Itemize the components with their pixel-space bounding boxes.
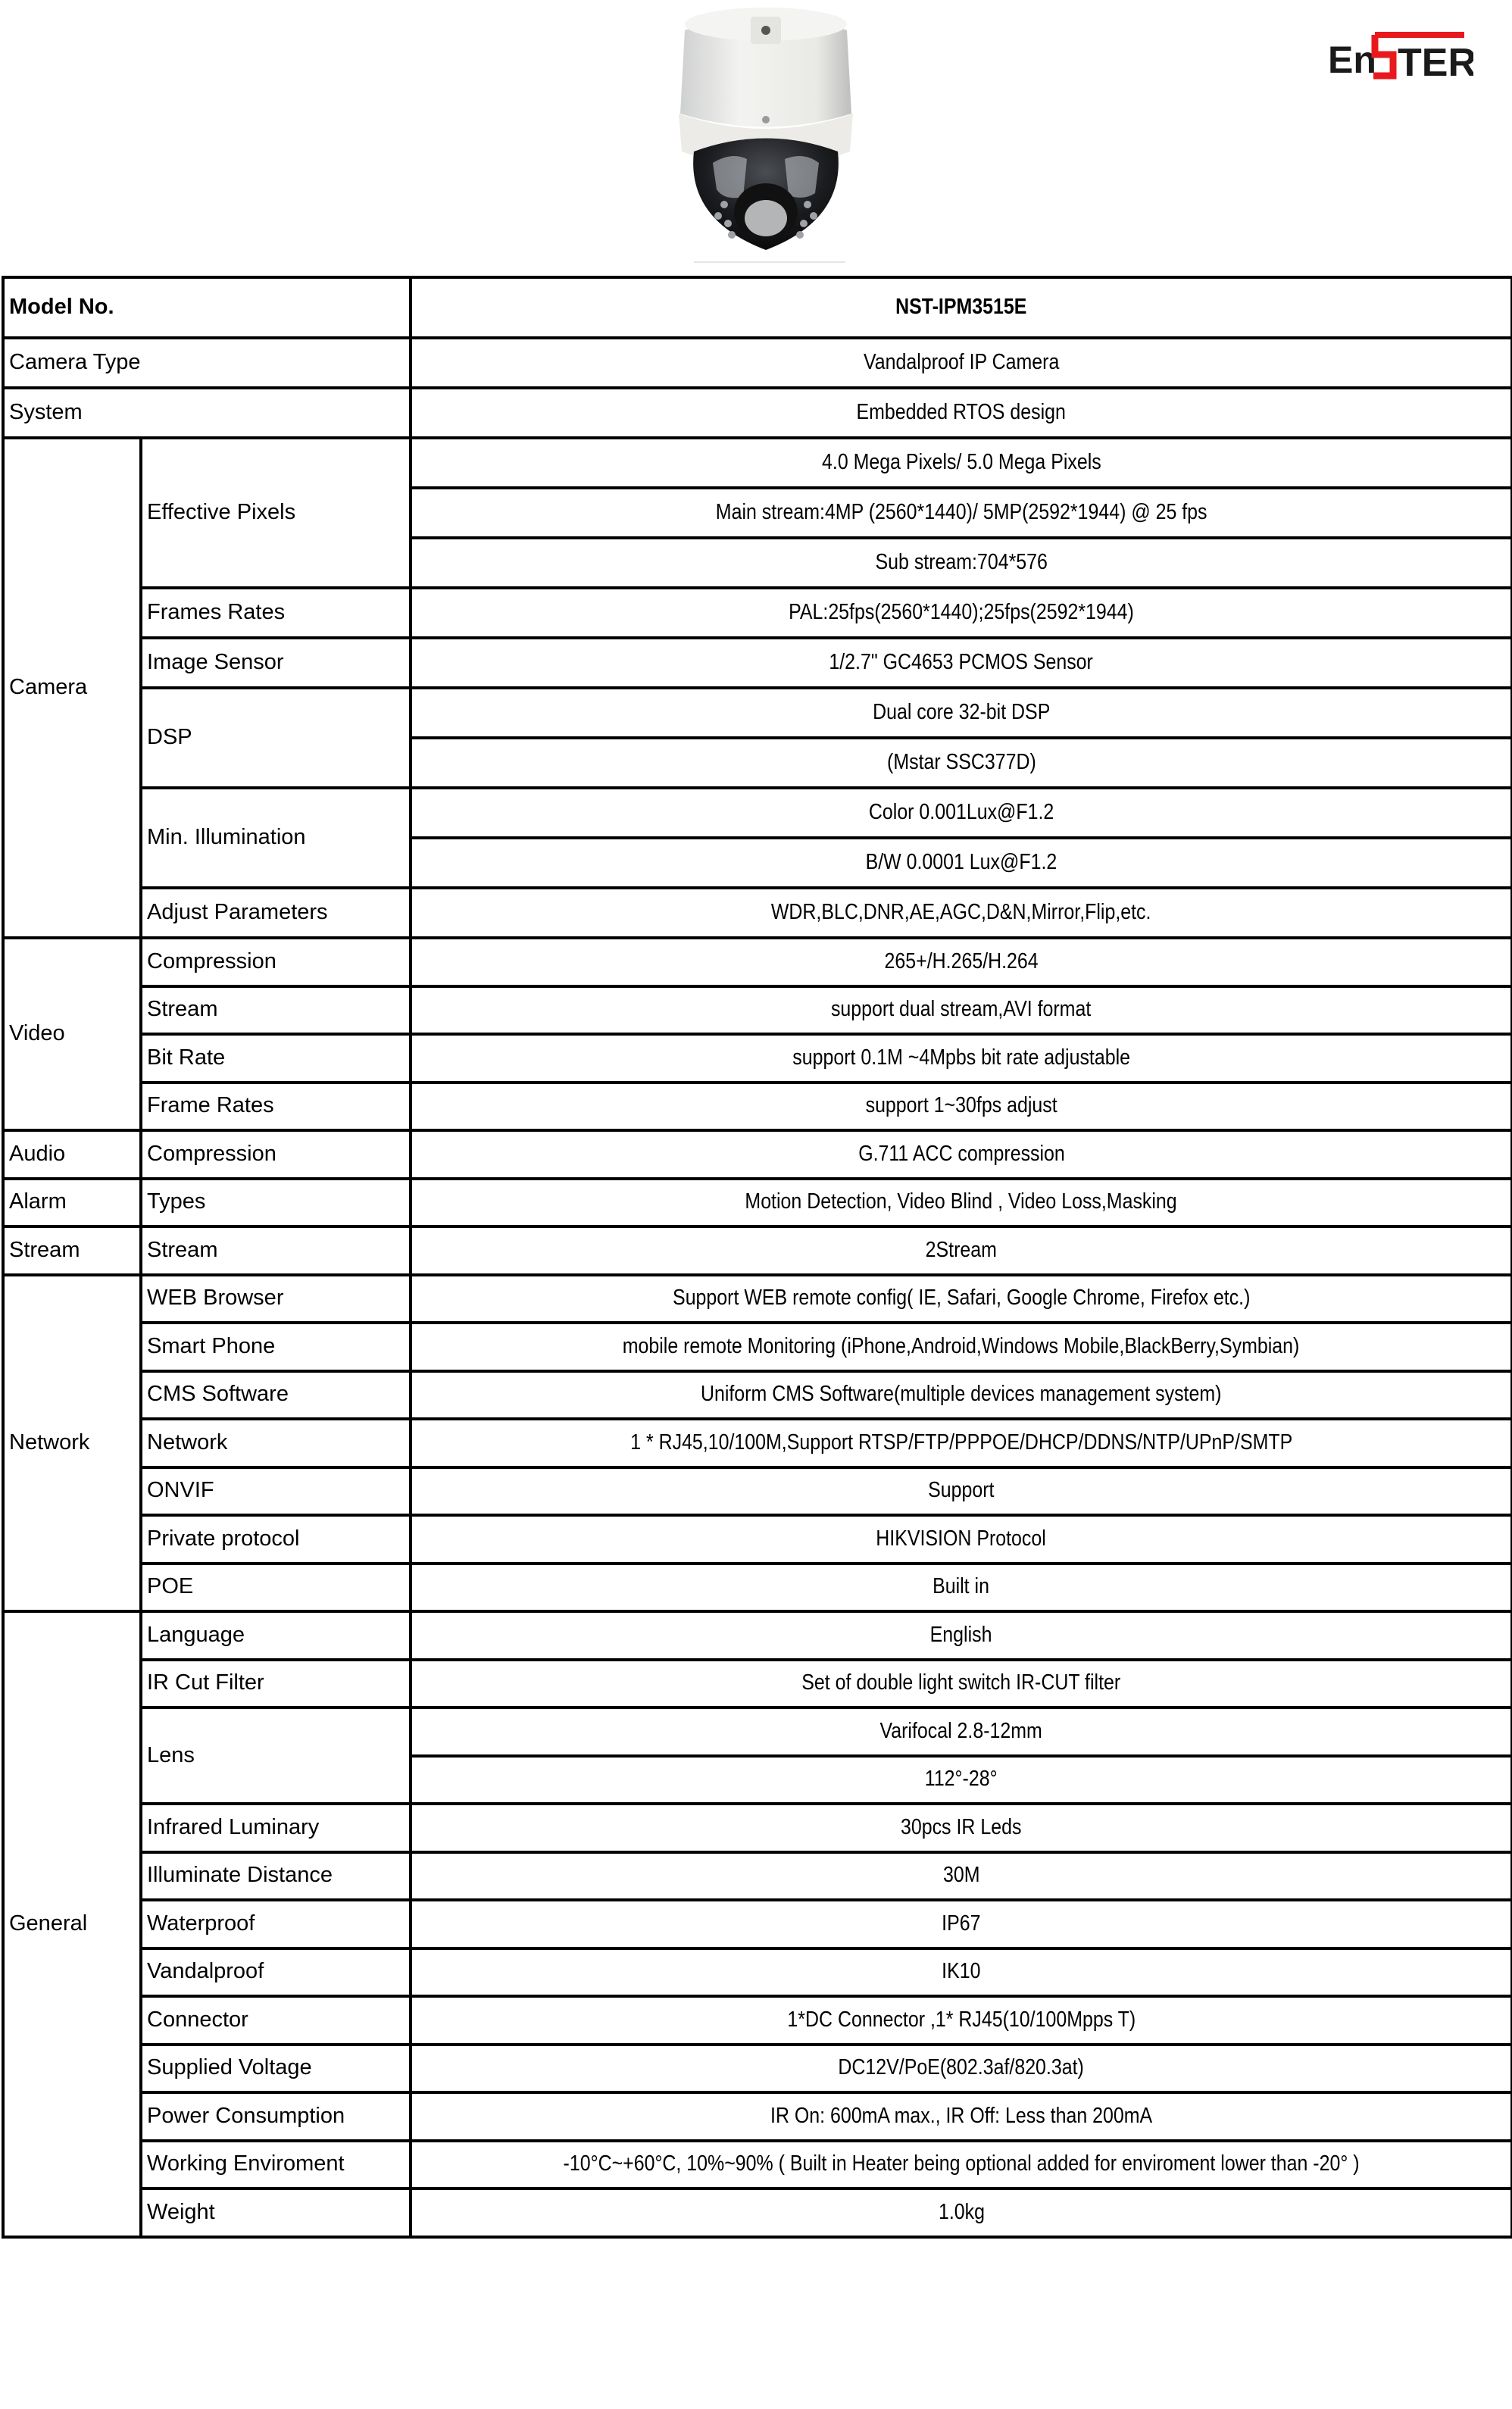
spec-value: 265+/H.265/H.264 bbox=[411, 938, 1512, 986]
table-row bbox=[3, 2092, 1512, 2141]
camera-type-label: Camera Type bbox=[3, 338, 411, 388]
table-row bbox=[3, 986, 1512, 1035]
spec-value: B/W 0.0001 Lux@F1.2 bbox=[411, 838, 1512, 888]
spec-label: DSP bbox=[141, 688, 411, 788]
spec-label: POE bbox=[141, 1564, 411, 1612]
spec-label: WEB Browser bbox=[141, 1275, 411, 1323]
spec-value: IK10 bbox=[411, 1948, 1512, 1997]
spec-value: Color 0.001Lux@F1.2 bbox=[411, 788, 1512, 838]
table-row bbox=[3, 1708, 1512, 1756]
spec-value: English bbox=[411, 1611, 1512, 1660]
spec-value: Support WEB remote config( IE, Safari, Google Chrome, Firefox etc.) bbox=[411, 1275, 1512, 1323]
table-row bbox=[3, 438, 1512, 488]
table-row bbox=[3, 1852, 1512, 1901]
table-row bbox=[3, 638, 1512, 688]
enster-logo bbox=[1322, 21, 1473, 82]
spec-value: support 0.1M ~4Mpbs bit rate adjustable bbox=[411, 1034, 1512, 1083]
spec-value: Built in bbox=[411, 1564, 1512, 1612]
table-row bbox=[3, 1611, 1512, 1660]
table-row bbox=[3, 1275, 1512, 1323]
table-row bbox=[3, 2189, 1512, 2237]
spec-label: ONVIF bbox=[141, 1467, 411, 1516]
spec-value: PAL:25fps(2560*1440);25fps(2592*1944) bbox=[411, 588, 1512, 638]
spec-label: Supplied Voltage bbox=[141, 2045, 411, 2093]
spec-value: WDR,BLC,DNR,AE,AGC,D&N,Mirror,Flip,etc. bbox=[411, 888, 1512, 938]
table-row bbox=[3, 2141, 1512, 2189]
spec-value: 1/2.7" GC4653 PCMOS Sensor bbox=[411, 638, 1512, 688]
table-row bbox=[3, 788, 1512, 838]
spec-value: Main stream:4MP (2560*1440)/ 5MP(2592*1944) @ 25 fps bbox=[411, 488, 1512, 538]
table-row bbox=[3, 1130, 1512, 1179]
table-row bbox=[3, 1804, 1512, 1852]
group-general: General bbox=[3, 1611, 141, 2237]
table-row bbox=[3, 1419, 1512, 1467]
spec-value: 112°-28° bbox=[411, 1756, 1512, 1804]
spec-value: DC12V/PoE(802.3af/820.3at) bbox=[411, 2045, 1512, 2093]
spec-label: Min. Illumination bbox=[141, 788, 411, 888]
table-row bbox=[3, 1467, 1512, 1516]
spec-label: Image Sensor bbox=[141, 638, 411, 688]
spec-value: Sub stream:704*576 bbox=[411, 538, 1512, 588]
table-row bbox=[3, 1179, 1512, 1227]
spec-label: Power Consumption bbox=[141, 2092, 411, 2141]
logo-suffix: TER bbox=[1398, 41, 1473, 82]
spec-label: Private protocol bbox=[141, 1515, 411, 1564]
spec-label: Compression bbox=[141, 1130, 411, 1179]
spec-label: Language bbox=[141, 1611, 411, 1660]
group-network: Network bbox=[3, 1275, 141, 1612]
spec-label: Effective Pixels bbox=[141, 438, 411, 588]
spec-value: Uniform CMS Software(multiple devices management system) bbox=[411, 1371, 1512, 1420]
table-row bbox=[3, 938, 1512, 986]
spec-value: 2Stream bbox=[411, 1226, 1512, 1275]
group-alarm: Alarm bbox=[3, 1179, 141, 1227]
spec-label: Bit Rate bbox=[141, 1034, 411, 1083]
spec-label: Infrared Luminary bbox=[141, 1804, 411, 1852]
spec-value: Varifocal 2.8-12mm bbox=[411, 1708, 1512, 1756]
group-stream: Stream bbox=[3, 1226, 141, 1275]
table-row bbox=[3, 1323, 1512, 1371]
spec-value: 1.0kg bbox=[411, 2189, 1512, 2237]
spec-value: 30pcs IR Leds bbox=[411, 1804, 1512, 1852]
spec-value: 1 * RJ45,10/100M,Support RTSP/FTP/PPPOE/DHCP/DDNS/NTP/UPnP/SMTP bbox=[411, 1419, 1512, 1467]
table-row-camera-type bbox=[3, 338, 1512, 388]
spec-label: Frame Rates bbox=[141, 1083, 411, 1131]
logo-prefix: En bbox=[1328, 39, 1376, 81]
model-label: Model No. bbox=[3, 277, 411, 338]
table-row-model bbox=[3, 277, 1512, 338]
system-label: System bbox=[3, 388, 411, 438]
spec-label: Weight bbox=[141, 2189, 411, 2237]
spec-value: (Mstar SSC377D) bbox=[411, 738, 1512, 788]
spec-label: Stream bbox=[141, 986, 411, 1035]
spec-table bbox=[2, 276, 1512, 2239]
table-row bbox=[3, 1900, 1512, 1948]
spec-label: Vandalproof bbox=[141, 1948, 411, 1997]
spec-label: Adjust Parameters bbox=[141, 888, 411, 938]
table-row bbox=[3, 1948, 1512, 1997]
spec-label: Lens bbox=[141, 1708, 411, 1804]
table-row bbox=[3, 1515, 1512, 1564]
table-row-system bbox=[3, 388, 1512, 438]
system-value: Embedded RTOS design bbox=[411, 388, 1512, 438]
spec-value: support 1~30fps adjust bbox=[411, 1083, 1512, 1131]
spec-value: -10°C~+60°C, 10%~90% ( Built in Heater being optional added for enviroment lower than -20° ) bbox=[411, 2141, 1512, 2189]
table-row bbox=[3, 588, 1512, 638]
spec-value: G.711 ACC compression bbox=[411, 1130, 1512, 1179]
spec-label: Waterproof bbox=[141, 1900, 411, 1948]
group-audio: Audio bbox=[3, 1130, 141, 1179]
table-row bbox=[3, 1660, 1512, 1708]
spec-label: Network bbox=[141, 1419, 411, 1467]
spec-value: Set of double light switch IR-CUT filter bbox=[411, 1660, 1512, 1708]
table-row bbox=[3, 1034, 1512, 1083]
spec-label: CMS Software bbox=[141, 1371, 411, 1420]
spec-label: Illuminate Distance bbox=[141, 1852, 411, 1901]
spec-label: Compression bbox=[141, 938, 411, 986]
spec-value: Dual core 32-bit DSP bbox=[411, 688, 1512, 738]
table-row bbox=[3, 1083, 1512, 1131]
spec-value: HIKVISION Protocol bbox=[411, 1515, 1512, 1564]
spec-label: Types bbox=[141, 1179, 411, 1227]
dome-camera-image bbox=[671, 0, 861, 265]
spec-value: 4.0 Mega Pixels/ 5.0 Mega Pixels bbox=[411, 438, 1512, 488]
table-row bbox=[3, 1226, 1512, 1275]
spec-label: IR Cut Filter bbox=[141, 1660, 411, 1708]
spec-value: mobile remote Monitoring (iPhone,Android,Windows Mobile,BlackBerry,Symbian) bbox=[411, 1323, 1512, 1371]
group-camera: Camera bbox=[3, 438, 141, 938]
spec-label: Frames Rates bbox=[141, 588, 411, 638]
table-row bbox=[3, 688, 1512, 738]
spec-value: 1*DC Connector ,1* RJ45(10/100Mpps T) bbox=[411, 1996, 1512, 2045]
spec-value: 30M bbox=[411, 1852, 1512, 1901]
spec-value: Support bbox=[411, 1467, 1512, 1516]
spec-label: Connector bbox=[141, 1996, 411, 2045]
model-value: NST-IPM3515E bbox=[411, 277, 1512, 338]
table-row bbox=[3, 1996, 1512, 2045]
spec-value: support dual stream,AVI format bbox=[411, 986, 1512, 1035]
spec-value: Motion Detection, Video Blind , Video Loss,Masking bbox=[411, 1179, 1512, 1227]
spec-value: IP67 bbox=[411, 1900, 1512, 1948]
table-row bbox=[3, 1371, 1512, 1420]
spec-label: Smart Phone bbox=[141, 1323, 411, 1371]
spec-label: Working Enviroment bbox=[141, 2141, 411, 2189]
table-row bbox=[3, 2045, 1512, 2093]
page-header bbox=[0, 0, 1512, 276]
group-video: Video bbox=[3, 938, 141, 1130]
table-row bbox=[3, 888, 1512, 938]
table-row bbox=[3, 1564, 1512, 1612]
camera-type-value: Vandalproof IP Camera bbox=[411, 338, 1512, 388]
spec-label: Stream bbox=[141, 1226, 411, 1275]
spec-value: IR On: 600mA max., IR Off: Less than 200mA bbox=[411, 2092, 1512, 2141]
